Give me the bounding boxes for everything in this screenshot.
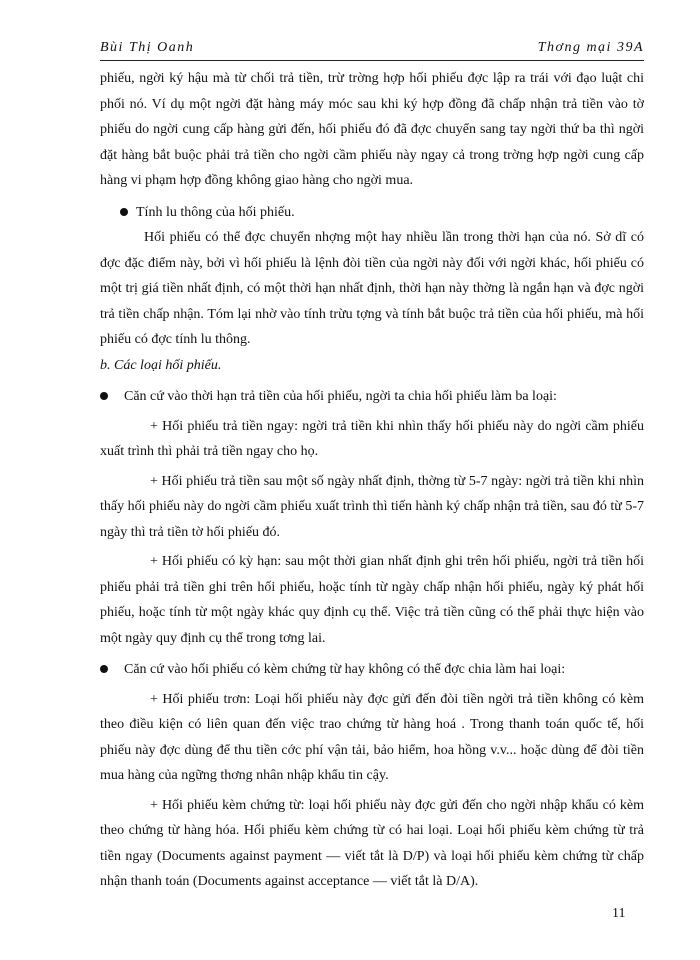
bullet-text: Tính lu thông của hối phiếu. (136, 204, 295, 220)
bullet-item-documents (100, 657, 644, 683)
paragraph-1: phiếu, ngời ký hậu mà từ chối trả tiền, trừ trờng hợp hối phiếu đợc lập ra trái với đạo luật chi phối nó. Ví dụ một ngời đặt hàng máy móc sau khi ký hợp đồng đã chấp nhận trả tiền vào tờ phiếu do ngời cung cấp hàng gửi đến, hối phiếu đó đã đợc chuyển sang tay ngời thứ ba thì ngời đặt hàng bắt buộc phải trả tiền cho ngời cầm phiếu này ngay cả trong trờng hợp ngời cung cấp hàng vi phạm hợp đồng không giao hàng cho ngời mua. (100, 71, 644, 188)
page-header (100, 38, 644, 61)
header-class: Thơng mại 39A (537, 40, 644, 55)
paragraph-2: Hối phiếu có thể đợc chuyển nhợng một hay nhiều lần trong thời hạn của nó. Sở dĩ có đợc đặc điểm này, bởi vì hối phiếu là lệnh đòi tiền của ngời này đối với ngời khác, hối phiếu có một trị giá tiền nhất định, có một thời hạn nhất định, thời hạn này thờng là ngắn hạn và đợc ngời trả tiền chấp nhận. Tóm lại nhờ vào tính trừu tợng và tính bắt buộc trả tiền của hối phiếu, mà hối phiếu có đợc tính lu thông. (100, 230, 644, 347)
bullet-text: Căn cứ vào hối phiếu có kèm chứng từ hay không có thể đợc chia làm hai loại: (124, 662, 566, 677)
header-author: Bùi Thị Oanh (100, 40, 195, 55)
bullet-text: Căn cứ vào thời hạn trả tiền của hối phiếu, ngời ta chia hối phiếu làm ba loại: (124, 389, 557, 404)
section-heading-b: b. Các loại hối phiếu. (100, 357, 222, 373)
plus-item-sight: + Hối phiếu trả tiền ngay: ngời trả tiền khi nhìn thấy hối phiếu này do ngời cầm phiếu xuất trình thì phải trả tiền ngay cho họ. (100, 418, 644, 459)
plus-item-clean: + Hối phiếu trơn: Loại hối phiếu này đợc gửi đến đòi tiền ngời trả tiền không có kèm theo điều kiện có liên quan đến việc trao chứng từ hàng hoá . Trong thanh toán quốc tế, hối phiếu này đợc dùng để thu tiền cớc phí vận tải, bảo hiểm, hoa hồng v.v... hoặc dùng để đòi tiền mua hàng của ngững thơng nhân nhập khẩu tin cậy. (100, 691, 644, 783)
bullet-item-circulation (120, 200, 644, 226)
bullet-icon (100, 392, 108, 400)
bullet-icon (120, 208, 128, 216)
plus-item-after-days: + Hối phiếu trả tiền sau một số ngày nhất định, thờng từ 5-7 ngày: ngời trả tiền khi nhìn thấy hối phiếu này do ngời cầm phiếu xuất trình thì tiến hành ký chấp nhận trả tiền, sau đó từ 5-7 ngày thì trả tiền tờ hối phiếu đó. (100, 473, 644, 540)
plus-item-term: + Hối phiếu có kỳ hạn: sau một thời gian nhất định ghi trên hối phiếu, ngời trả tiền hối phiếu phải trả tiền ghi trên hối phiếu, hoặc tính từ ngày chấp nhận hối phiếu, ngày ký phát hối phiếu, hoặc tính từ một ngày khác quy định cụ thể. Việc trả tiền cũng có thể phải thực hiện vào một ngày quy định cụ thể trong tơng lai. (100, 554, 644, 646)
bullet-item-payment-term (100, 384, 644, 410)
bullet-icon (100, 665, 108, 673)
document-body (100, 66, 644, 895)
page-number: 11 (612, 906, 626, 921)
plus-item-documentary: + Hối phiếu kèm chứng từ: loại hối phiếu này đợc gửi đến cho ngời nhập khẩu có kèm theo chứng từ hàng hóa. Hối phiếu kèm chứng từ có hai loại. Loại hối phiếu kèm chứng từ trả tiền ngay (Documents against payment — viết tắt là D/P) và loại hối phiếu kèm chứng từ chấp nhận thanh toán (Documents against acceptance — viết tắt là D/A). (100, 797, 644, 889)
